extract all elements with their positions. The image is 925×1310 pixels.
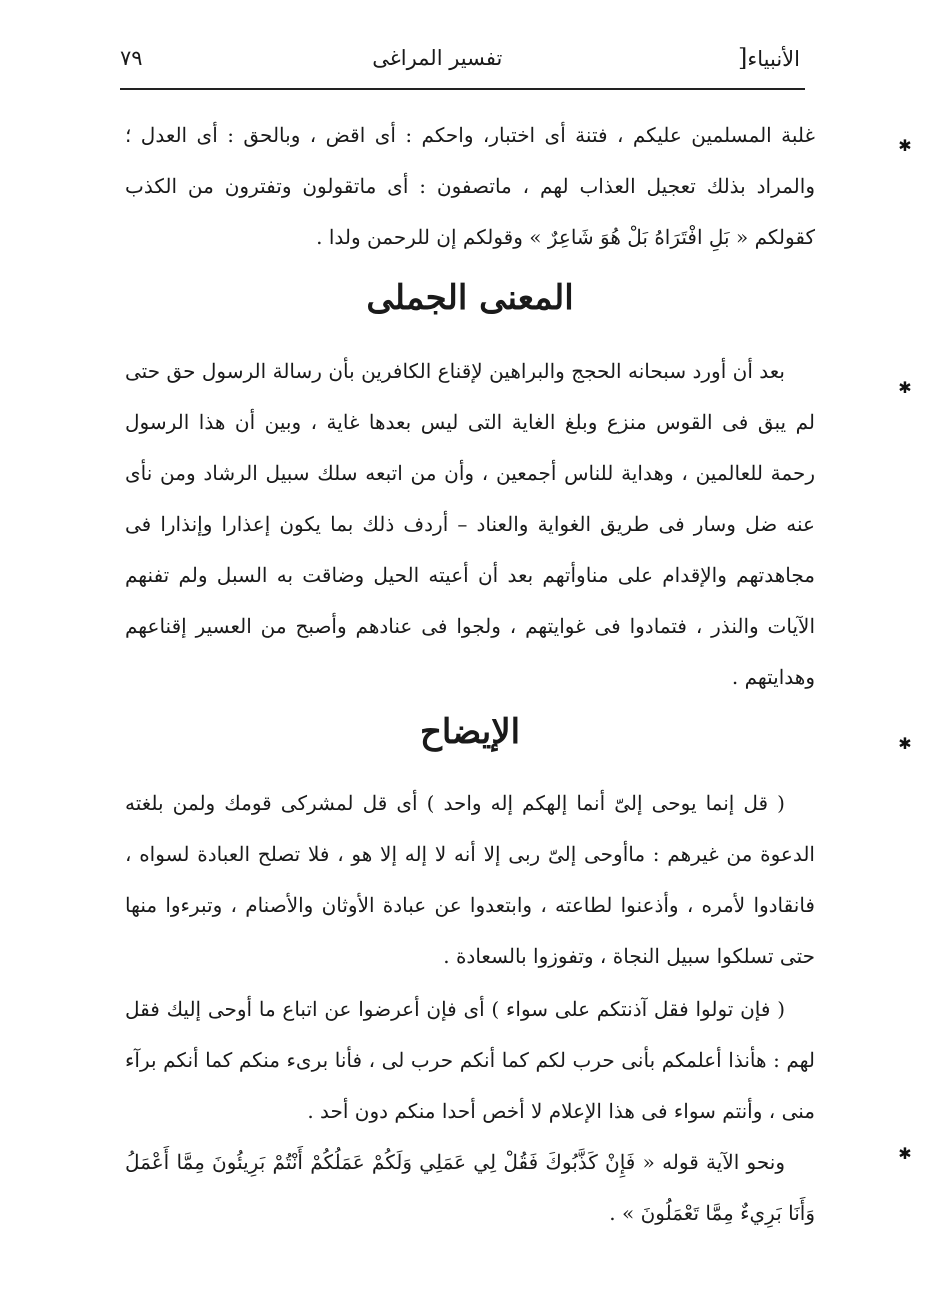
paragraph: ( فإن تولوا فقل آذنتكم على سواء ) أى فإن أعرضوا عن اتباع ما أوحى إليك فقل لهم : هأنذا أعلمكم بأنى حرب لكم كما أنكم حرب لى ، فأنا برىء منكم كما أنكم برآء منى ، وأنتم سواء فى هذا الإعلام لا أخص أحدا منكم دون أحد . (125, 997, 815, 1123)
page-number: ٧٩ (120, 46, 143, 70)
paragraph: غلبة المسلمين عليكم ، فتنة أى اختبار، واحكم : أى اقض ، وبالحق : أى العدل ؛ والمراد بذلك تعجيل العذاب لهم ، ماتصفون : أى ماتقولون وتفترون من الكذب كقولكم « بَلِ افْتَرَاهُ بَلْ هُوَ شَاعِرٌ » وقولكم إن للرحمن ولدا . (125, 123, 815, 249)
paragraph-block-2 (125, 346, 815, 703)
section-heading-explanation: الإيضاح (419, 712, 521, 752)
paragraph: بعد أن أورد سبحانه الحجج والبراهين لإقناع الكافرين بأن رسالة الرسول حق حتى لم يبق فى القوس منزع وبلغ الغاية التى ليس بعدها غاية ، وبين أن هذا الرسول رحمة للعالمين ، وهداية للناس أجمعين ، وأن من اتبعه سلك سبيل الرشاد ومن نأى عنه ضل وسار فى طريق الغواية والعناد – أردف ذلك بما يكون إعذارا وإنذارا فى مجاهدتهم والإقدام على مناوأتهم بعد أن أعيته الحيل وضاقت به السبل ولم تفنهم الآيات والنذر ، فتمادوا فى غوايتهم ، ولجوا فى عنادهم وأصبح من العسير إقناعهم وهدايتهم . (125, 359, 815, 689)
margin-mark: ✱ (898, 378, 912, 397)
margin-mark: ✱ (898, 1144, 912, 1163)
header-rule (120, 88, 805, 90)
paragraph: ونحو الآية قوله « فَإِنْ كَذَّبُوكَ فَقُلْ لِي عَمَلِي وَلَكُمْ عَمَلُكُمْ أَنْتُمْ بَرِيئُونَ مِمَّا أَعْمَلُ وَأَنَا بَرِيءٌ مِمَّا تَعْمَلُونَ » . (125, 1150, 815, 1225)
paragraph-block-3 (125, 778, 815, 1239)
paragraph: ( قل إنما يوحى إلىّ أنما إلهكم إله واحد ) أى قل لمشركى قومك ولمن بلغته الدعوة من غيرهم : ماأوحى إلىّ ربى إلا أنه لا إله إلا هو ، فلا تصلح العبادة لسواه ، فانقادوا لأمره ، وأذعنوا لطاعته ، وابتعدوا عن عبادة الأوثان والأصنام ، وتبرءوا منها حتى تسلكوا سبيل النجاة ، وتفوزوا بالسعادة . (125, 791, 815, 968)
book-title: تفسير المراغى (372, 46, 503, 70)
margin-mark: ✱ (898, 136, 912, 155)
chapter-name: الأنبياء[ (738, 44, 800, 72)
paragraph-block-1 (125, 110, 815, 263)
running-header (120, 38, 800, 78)
section-heading-general-meaning: المعنى الجملى (366, 278, 574, 318)
margin-mark: ✱ (898, 734, 912, 753)
